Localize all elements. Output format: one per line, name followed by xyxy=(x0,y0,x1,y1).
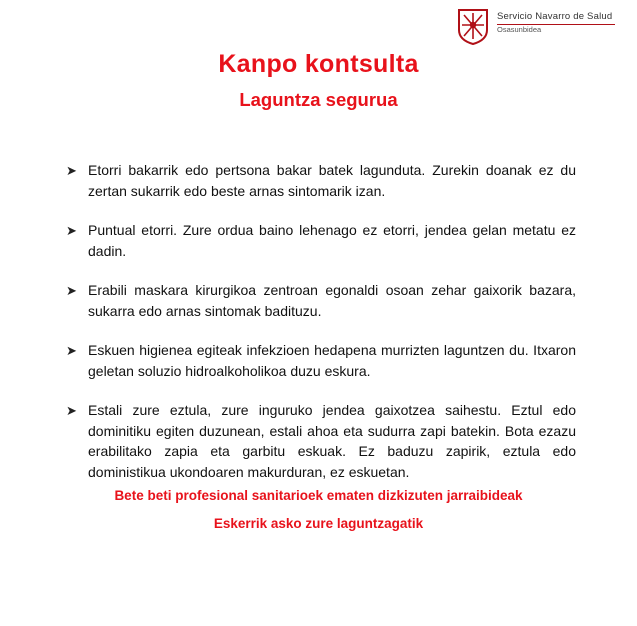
arrow-bullet-icon: ➤ xyxy=(66,403,77,418)
organization-name: Servicio Navarro de Salud xyxy=(497,11,613,22)
list-item-text: Eskuen higienea egiteak infekzioen hedapena murrizten laguntzen du. Itxaron geletan soluzio hidroalkoholikoa duzu eskura. xyxy=(88,342,576,379)
organization-subname: Osasunbidea xyxy=(497,24,542,34)
list-item xyxy=(66,340,576,381)
list-item-text: Etorri bakarrik edo pertsona bakar batek lagunduta. Zurekin doanak ez du zertan sukarrik edo beste arnas sintomarik izan. xyxy=(88,162,576,199)
list-item xyxy=(66,400,576,482)
footer-message xyxy=(0,488,637,531)
arrow-bullet-icon: ➤ xyxy=(66,223,77,238)
list-item xyxy=(66,220,576,261)
organization-logo xyxy=(456,8,615,46)
list-item-text: Puntual etorri. Zure ordua baino lehenago ez etorri, jendea gelan metatu ez dadin. xyxy=(88,222,576,259)
list-item-text: Erabili maskara kirurgikoa zentroan egonaldi osoan zehar gaixorik bazara, sukarra edo arnas sintomak badituzu. xyxy=(88,282,576,319)
list-item xyxy=(66,160,576,201)
navarre-coat-of-arms-icon xyxy=(456,8,490,46)
instructions-list xyxy=(66,160,576,482)
footer-line-secondary: Eskerrik asko zure laguntzagatik xyxy=(213,516,424,531)
arrow-bullet-icon: ➤ xyxy=(66,163,77,178)
arrow-bullet-icon: ➤ xyxy=(66,283,77,298)
list-item xyxy=(66,280,576,321)
page-title-block xyxy=(0,50,637,111)
page-subtitle: Laguntza segurua xyxy=(239,89,398,110)
list-item-text: Estali zure eztula, zure inguruko jendea gaixotzea saihestu. Eztul edo dominitiku egiten duzunean, estali ahoa eta sudurra zapi batekin. Bota ezazu erabilitako zapia eta garbitu eskuak. Ez baduzu zapirik, eztula edo doministikua ukondoaren makurduran, ez eskuetan. xyxy=(88,402,576,480)
organization-name-block xyxy=(497,8,615,35)
footer-line-primary: Bete beti profesional sanitarioek ematen dizkizuten jarraibideak xyxy=(114,488,523,503)
arrow-bullet-icon: ➤ xyxy=(66,343,77,358)
page-title: Kanpo kontsulta xyxy=(218,50,419,78)
